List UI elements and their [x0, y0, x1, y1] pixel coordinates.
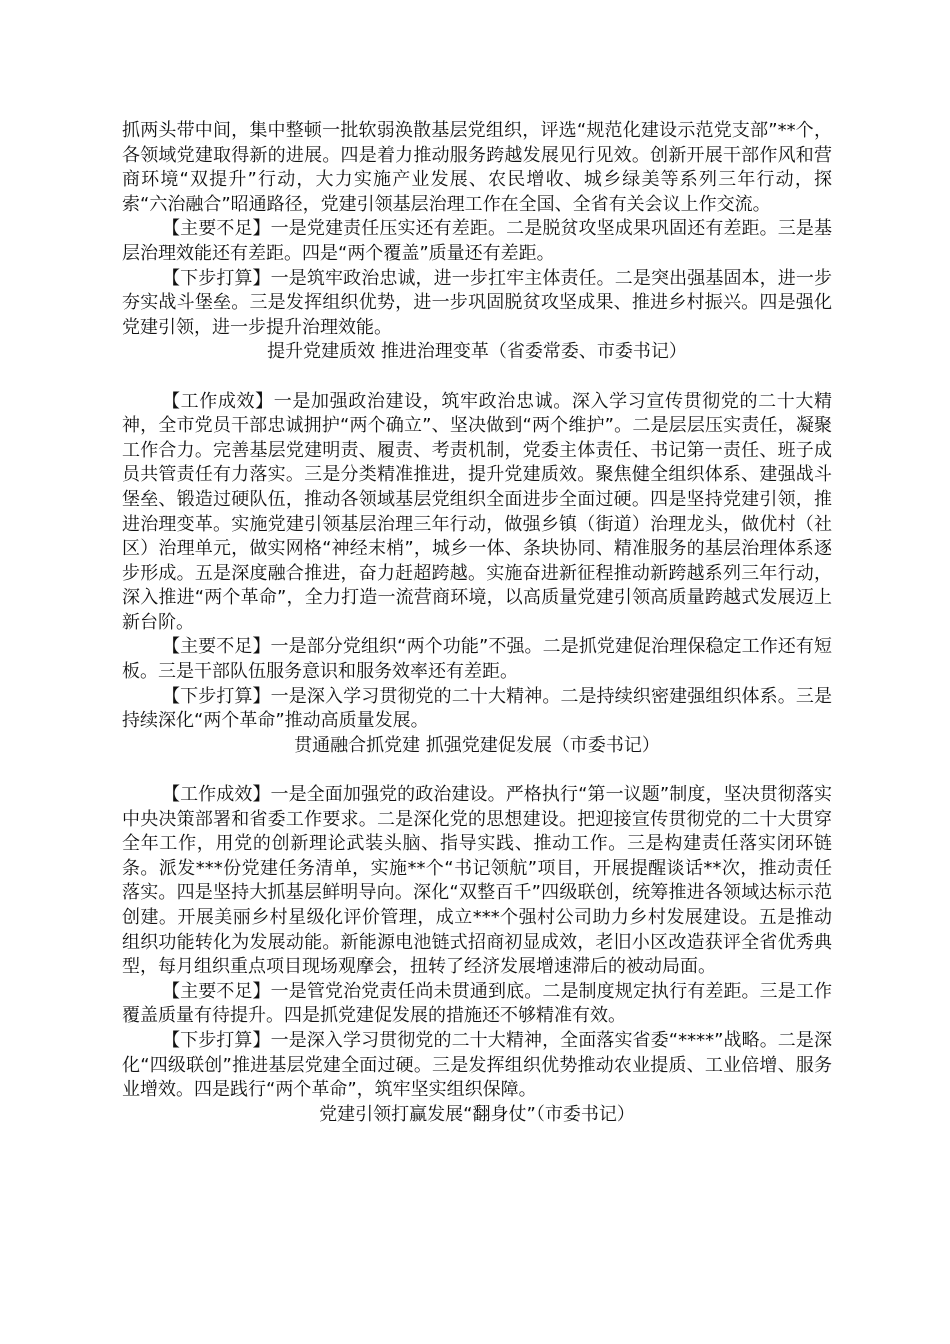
paragraph-shortcomings-1: 【主要不足】一是党建责任压实还有差距。二是脱贫攻坚成果巩固还有差距。三是基层治理效能还有差距。四是“两个覆盖”质量还有差距。 [122, 218, 832, 264]
paragraph-next-steps-1: 【下步打算】一是筑牢政治忠诚，进一步扛牢主体责任。二是突出强基固本，进一步夯实战斗堡垒。三是发挥组织优势，进一步巩固脱贫攻坚成果、推进乡村振兴。四是强化党建引领，进一步提升治理效能。 [122, 267, 832, 338]
paragraph-shortcomings-2: 【主要不足】一是部分党组织“两个功能”不强。二是抓党建促治理保稳定工作还有短板。三是干部队伍服务意识和服务效率还有差距。 [122, 636, 832, 683]
section-heading-2: 提升党建质效 推进治理变革（省委常委、市委书记） [267, 341, 687, 363]
blank-line [122, 365, 832, 390]
section-heading-3: 贯通融合抓党建 抓强党建促发展（市委书记） [294, 734, 660, 756]
paragraph-achievements-3: 【工作成效】一是全面加强党的政治建设。严格执行“第一议题”制度，坚决贯彻落实中央决策部署和省委工作要求。二是深化党的思想建设。把迎接宣传贯彻党的二十大贯穿全年工作，用党的创新理论武装头脑、指导实践、推动工作。三是构建责任落实闭环链条。派发***份党建任务清单，实施**个“书记领航”项目，开展提醒谈话**次，推动责任落实。四是坚持大抓基层鲜明导向。深化“双整百千”四级联创，统筹推进各领域达标示范创建。开展美丽乡村星级化评价管理，成立***个强村公司助力乡村发展建设。五是推动组织功能转化为发展动能。新能源电池链式招商初显成效，老旧小区改造获评全省优秀典型，每月组织重点项目现场观摩会，扭转了经济发展增速滞后的被动局面。 [122, 784, 832, 978]
paragraph-achievements-2: 【工作成效】一是加强政治建设，筑牢政治忠诚。深入学习宣传贯彻党的二十大精神，全市党员干部忠诚拥护“两个确立”、坚决做到“两个维护”。二是层层压实责任，凝聚工作合力。完善基层党建明责、履责、考责机制，党委主体责任、书记第一责任、班子成员共管责任有力落实。三是分类精准推进，提升党建质效。聚焦健全组织体系、建强战斗堡垒、锻造过硬队伍，推动各领域基层党组织全面进步全面过硬。四是坚持党建引领，推进治理变革。实施党建引领基层治理三年行动，做强乡镇（街道）治理龙头，做优村（社区）治理单元，做实网格“神经末梢”，城乡一体、条块协同、精准服务的基层治理体系逐步形成。五是深度融合推进，奋力赶超跨越。实施奋进新征程推动新跨越系列三年行动，深入推进“两个革命”，全力打造一流营商环境，以高质量党建引领高质量跨越式发展迈上新台阶。 [122, 390, 832, 633]
paragraph-shortcomings-3: 【主要不足】一是管党治党责任尚未贯通到底。二是制度规定执行有差距。三是工作覆盖质量有待提升。四是抓党建促发展的措施还不够精准有效。 [122, 980, 832, 1027]
blank-line [122, 758, 832, 783]
paragraph-next-steps-3: 【下步打算】一是深入学习贯彻党的二十大精神，全面落实省委“****”战略。二是深化“四级联创”推进基层党建全面过硬。三是发挥组织优势推动农业提质、工业倍增、服务业增效。四是践行“两个革命”，筑牢坚实组织保障。 [122, 1029, 832, 1101]
document-page [122, 119, 832, 1127]
paragraph-next-steps-2: 【下步打算】一是深入学习贯彻党的二十大精神。二是持续织密建强组织体系。三是持续深化“两个革命”推动高质量发展。 [122, 685, 832, 732]
section-heading-4: 党建引领打赢发展“翻身仗”（市委书记） [319, 1103, 635, 1125]
paragraph-intro-continued: 抓两头带中间，集中整顿一批软弱涣散基层党组织，评选“规范化建设示范党支部”**个，各领域党建取得新的进展。四是着力推动服务跨越发展见行见效。创新开展干部作风和营商环境“双提升”行动，大力实施产业发展、农民增收、城乡绿美等系列三年行动，探索“六治融合”昭通路径，党建引领基层治理工作在全国、全省有关会议上作交流。 [122, 120, 832, 215]
